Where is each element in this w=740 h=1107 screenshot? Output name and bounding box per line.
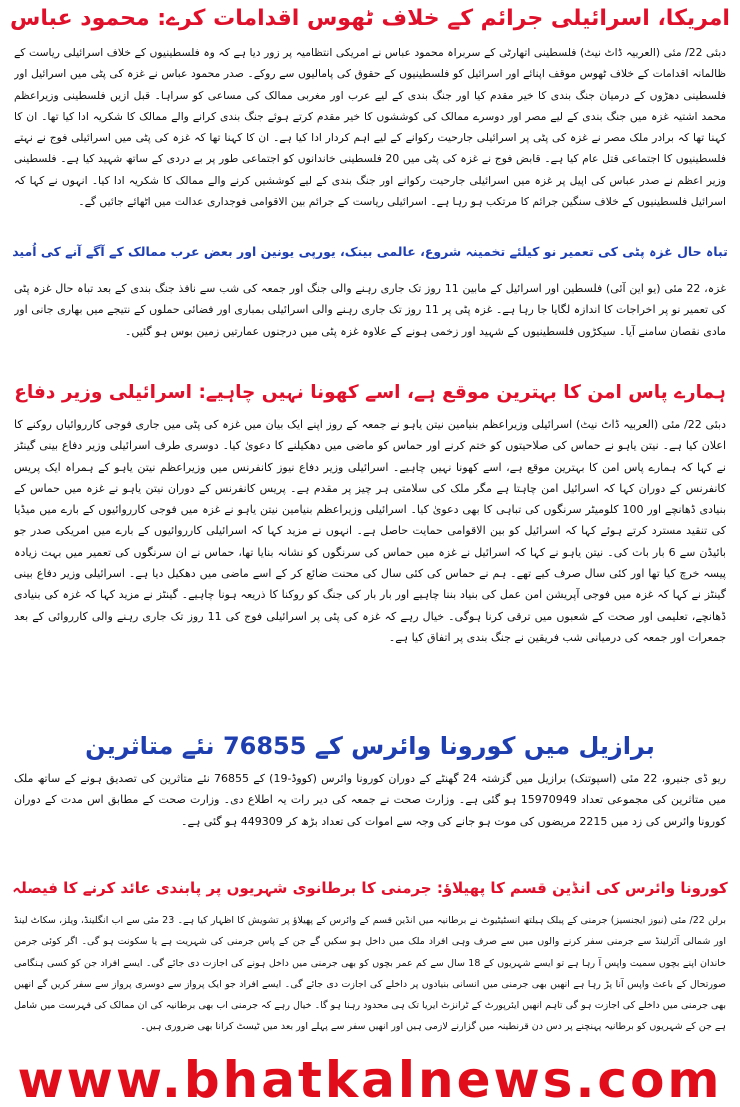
article-4-headline: برازیل میں کورونا وائرس کے 76855 نئے متاثرین [85,732,655,760]
article-5-body: برلن 22/ مئی (نیوز ایجنسیز) جرمنی کے پبلک ہیلتھ انسٹیٹیوٹ نے برطانیہ میں انڈین قسم کے وائرس کے پھیلاؤ پر تشویش کا اظہار کیا ہے۔ 23 مئی سے اب انگلینڈ، ویلز، سکاٹ لینڈ اور شمالی آئرلینڈ سے جرمنی سفر کرنے والوں میں سے صرف وہی افراد ملک میں داخل ہو سکیں گے جن کے پاس جرمنی کی شہریت ہے یا سکونت ہو گی۔ اگر کوئی جرمن خاندان اپنے بچوں سمیت واپس آ رہا ہے تو ایسے شہریوں کے 18 سال سے کم عمر بچوں کو بھی جرمنی میں داخل ہونے کی اجازت دی جائے گی۔ ایسے افراد جن کو کسی ہنگامی صورتحال کے باعث واپس آنا پڑ رہا ہے انھیں بھی جرمنی میں انسانی بنیادوں پر داخلے کی اجازت دی جائے گی۔ ایسے افراد جو ایک پرواز سے دوسری پرواز سے سفر کریں گے انھیں بھی جرمنی میں داخلے کی اجازت ہو گی تاہم انھیں ایئرپورٹ کے ٹرانزٹ ایریا تک ہی محدود رہنا ہو گا۔ خیال رہے کہ جرمنی اب بھی برطانیہ کی ان ممالک کی فہرست میں شامل ہے جن کے شہریوں کو برطانیہ پہنچنے پر دس دن قرنطینہ میں گزارنے لازمی ہیں اور انھیں سفر سے پہلے اور بعد میں ٹیسٹ کرانا بھی ضروری ہیں۔ [14,915,726,1033]
article-1-headline: امریکا، اسرائیلی جرائم کے خلاف ٹھوس اقدامات کرے: محمود عباس [10,6,730,31]
article-3-body: دبئی 22/ مئی (العربیہ ڈاٹ نیٹ) اسرائیلی وزیراعظم بنیامین نیتن یاہو نے جمعہ کے روز اپنے ایک بیان میں غزہ کی پٹی میں جاری فوجی کارروائیاں روکنے کا اعلان کیا ہے۔ نیتن یاہو نے حماس کی صلاحیتوں کو ختم کرنے اور حماس کو ماضی میں دھکیلنے کا دعویٰ کیا۔ دوسری طرف اسرائیلی وزیر دفاع بینی گینٹز نے کہا کہ ہمارے پاس امن کا بہترین موقع ہے، اسے کھونا نہیں چاہیے۔ اسرائیلی وزیر دفاع نیوز کانفرنس میں وزیراعظم نیتن یاہو کے ہمراہ ایک پریس کانفرنس کے دوران کہا کہ اسرائیل امن چاہتا ہے مگر ملک کی سلامتی ہر چیز پر مقدم ہے۔ پریس کانفرنس کے دوران نیتن یاہو نے غزہ میں حماس کے بنیادی ڈھانچے اور 100 کلومیٹر سرنگوں کی تباہی کا بھی دعویٰ کیا۔ اسرائیلی وزیراعظم بنیامین نیتن یاہو نے غزہ میں فوجی کارروائیوں کے بارے میں میڈیا کی تنقید مسترد کرتے ہوئے کہا کہ اسرائیل کو بین الاقوامی حمایت حاصل ہے۔ انہوں نے مزید کہا کہ اسرائیلی کارروائیوں کے بارے میں امریکی صدر جو بائیڈن سے 6 بار بات کی۔ نیتن یاہو نے کہا کہ اسرائیل نے غزہ میں حماس کی سرنگوں کو نشانہ بنایا تھا، حماس نے ان سرنگوں کی تعمیر میں بہت زیادہ پیسہ خرچ کیا تھا اور کئی سال صرف کیے تھے۔ ہم نے حماس کی کئی سال کی محنت ضائع کر کے اسے ماضی میں دھکیل دیا ہے۔ اسرائیلی وزیر دفاع بینی گینٹز نے کہا کہ غزہ میں فوجی آپریشن امن عمل کی بنیاد بننا چاہیے اور بار بار کی جنگ کو روکنا کا ذریعہ ہونا چاہیے۔ گینٹز نے مزید کہا کہ غزہ کی بنیادی ڈھانچے، تعلیمی اور صحت کے شعبوں میں ترقی کرنا ہوگی۔ خیال رہے کہ غزہ کی پٹی پر اسرائیلی فوج کی 11 روز تک جاری رہنے والی کارروائی کے بعد جمعرات اور جمعہ کی درمیانی شب فریقین نے جنگ بندی پر اتفاق کیا ہے۔ [14,418,726,644]
article-2-headline: تباہ حال غزہ پٹی کی تعمیر نو کیلئے تخمینہ شروع، عالمی بینک، یورپی یونین اور بعض عرب ممالک کے آگے آنے کی اُمید [12,244,728,259]
article-3-headline: ہمارے پاس امن کا بہترین موقع ہے، اسے کھونا نہیں چاہیے: اسرائیلی وزیر دفاع [14,382,726,403]
website-url: www.bhatkalnews.com [17,1056,723,1104]
article-4-body: ریو ڈی جنیرو، 22 مئی (اسپوتنک) برازیل میں گزشتہ 24 گھنٹے کے دوران کورونا وائرس (کووڈ-19) کے 76855 نئے متاثرین کی تصدیق ہونے کے ساتھ ملک میں متاثرین کی مجموعی تعداد 15970949 ہو گئی ہے۔ وزارت صحت نے جمعہ کی دیر رات یہ اطلاع دی۔ وزارت صحت کے مطابق اس مدت کے دوران کورونا وائرس کی زد میں 2215 مریضوں کی موت ہو جانے کی وجہ سے اموات کی تعداد بڑھ کر 449309 ہو گئی ہے۔ [14,772,726,828]
article-2-body: غزہ، 22 مئی (یو این آئی) فلسطین اور اسرائیل کے مابین 11 روز تک جاری رہنے والی جنگ اور جمعہ کی شب سے نافذ جنگ بندی کے بعد تباہ حال غزہ پٹی کی تعمیر نو پر اخراجات کا اندازہ لگایا جا رہا ہے۔ غزہ پٹی پر 11 روز تک جاری رہنے والی اسرائیلی بمباری اور فضائی حملوں کے نتیجے میں بھاری جانی اور مادی نقصان سامنے آیا۔ سیکڑوں فلسطینیوں کے شہید اور زخمی ہونے کے علاوہ غزہ پٹی میں درجنوں عمارتیں زمین بوس ہو گئیں۔ [14,282,726,338]
article-1-body: دبئی 22/ مئی (العربیہ ڈاٹ نیٹ) فلسطینی اتھارٹی کے سربراہ محمود عباس نے امریکی انتظامیہ پر زور دیا ہے کہ وہ فلسطینیوں کے خلاف اسرائیلی ریاست کے ظالمانہ اقدامات کے خلاف ٹھوس موقف اپنائے اور اسرائیل کو فلسطینیوں کے حقوق کی پامالیوں سے روکے۔ صدر محمود عباس نے غزہ کی پٹی میں اسرائیل اور فلسطینی دھڑوں کے درمیان جنگ بندی کا خیر مقدم کیا اور جنگ بندی کے لیے عرب اور مغربی ممالک کی مساعی کو سراہا۔ قبل ازیں فلسطینی وزیراعظم محمد اشتیہ غزہ میں جنگ بندی کے لیے مصر اور دوسرے ممالک کی کوششوں کا خیر مقدم کرتے ہوئے جنگ بندی کرانے والے ممالک کا شکریہ ادا کیا تھا۔ ان کا کہنا تھا کہ برادر ملک مصر نے غزہ کی پٹی پر اسرائیلی جارحیت رکوانے کے لیے اہم کردار ادا کیا ہے۔ ان کا کہنا تھا کہ غزہ کی پٹی میں اسرائیلی فوج نے نہتے فلسطینیوں کا اجتماعی قتل عام کیا ہے۔ قابض فوج نے غزہ کی پٹی میں 20 فلسطینی خاندانوں کو اجتماعی طور پر بے دردی کے ساتھ شہید کیا ہے۔ فلسطینی وزیر اعظم نے صدر عباس کی اپیل پر غزہ میں اسرائیلی جارحیت رکوانے اور جنگ بندی کے لیے کوششیں کرنے والے ممالک کا شکریہ ادا کیا۔ انہوں نے کہا کہ اسرائیل فلسطینیوں کے خلاف سنگین جرائم کا مرتکب ہو رہا ہے۔ اسرائیلی ریاست کے جرائم بین الاقوامی فوجداری عدالت میں اٹھائے جائیں گے۔ [14,46,726,209]
article-5-headline: کورونا وائرس کی انڈین قسم کا پھیلاؤ: جرمنی کا برطانوی شہریوں پر پابندی عائد کرنے کا فیصلہ [12,879,728,897]
